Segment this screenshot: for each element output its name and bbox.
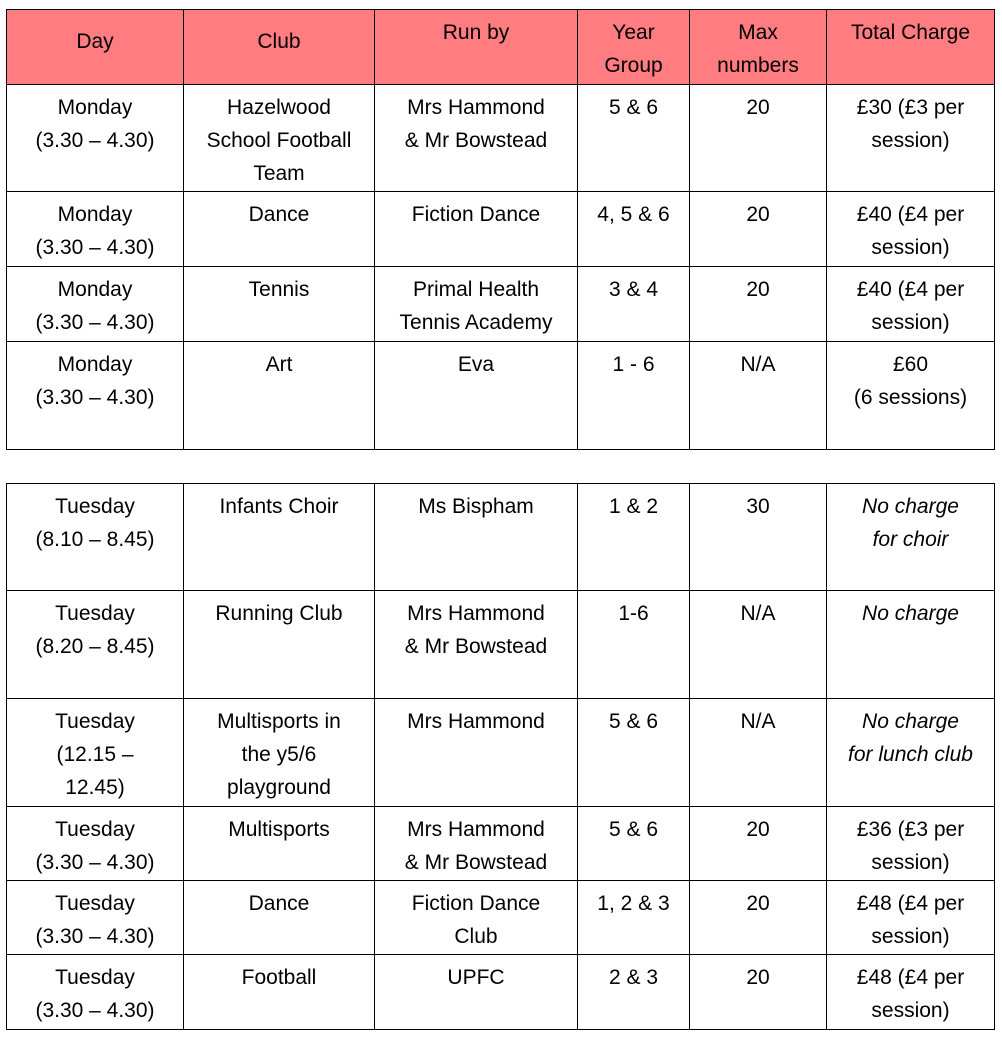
- cell-club: Tennis: [184, 267, 375, 342]
- table-row: [7, 267, 995, 342]
- cell-run-by: Eva: [375, 342, 578, 450]
- cell-club: Multisports: [184, 807, 375, 881]
- cell-max-numbers: 20: [690, 85, 827, 192]
- header-row: [7, 10, 995, 85]
- cell-run-by: Fiction Dance Club: [375, 881, 578, 955]
- header-club: Club: [184, 10, 375, 85]
- cell-run-by: Primal Health Tennis Academy: [375, 267, 578, 342]
- cell-day: Tuesday (8.10 – 8.45): [7, 484, 184, 591]
- cell-club: Dance: [184, 192, 375, 267]
- cell-total-charge: £36 (£3 per session): [827, 807, 995, 881]
- cell-day: Tuesday (3.30 – 4.30): [7, 881, 184, 955]
- header-max-numbers: Max numbers: [690, 10, 827, 85]
- header-day: Day: [7, 10, 184, 85]
- cell-year-group: 1 - 6: [578, 342, 690, 450]
- cell-day: Monday (3.30 – 4.30): [7, 342, 184, 450]
- table-row: [7, 955, 995, 1030]
- cell-day: Monday (3.30 – 4.30): [7, 192, 184, 267]
- cell-year-group: 2 & 3: [578, 955, 690, 1030]
- table-row: [7, 85, 995, 192]
- cell-year-group: 5 & 6: [578, 807, 690, 881]
- cell-total-charge: £48 (£4 per session): [827, 881, 995, 955]
- cell-max-numbers: N/A: [690, 342, 827, 450]
- table-row: [7, 484, 995, 591]
- table-row: [7, 591, 995, 699]
- cell-year-group: 5 & 6: [578, 85, 690, 192]
- cell-total-charge: £40 (£4 per session): [827, 192, 995, 267]
- cell-day: Tuesday (8.20 – 8.45): [7, 591, 184, 699]
- table-row: [7, 699, 995, 807]
- cell-max-numbers: N/A: [690, 699, 827, 807]
- table-row: [7, 192, 995, 267]
- header-run-by: Run by: [375, 10, 578, 85]
- cell-day: Tuesday (3.30 – 4.30): [7, 807, 184, 881]
- cell-max-numbers: 20: [690, 192, 827, 267]
- cell-year-group: 1, 2 & 3: [578, 881, 690, 955]
- cell-run-by: Mrs Hammond: [375, 699, 578, 807]
- cell-max-numbers: 20: [690, 267, 827, 342]
- cell-run-by: Fiction Dance: [375, 192, 578, 267]
- cell-club: Infants Choir: [184, 484, 375, 591]
- cell-year-group: 4, 5 & 6: [578, 192, 690, 267]
- table-row: [7, 881, 995, 955]
- cell-day: Tuesday (12.15 – 12.45): [7, 699, 184, 807]
- cell-year-group: 1 & 2: [578, 484, 690, 591]
- cell-year-group: 3 & 4: [578, 267, 690, 342]
- cell-run-by: Ms Bispham: [375, 484, 578, 591]
- cell-club: Art: [184, 342, 375, 450]
- cell-total-charge: £60 (6 sessions): [827, 342, 995, 450]
- cell-day: Tuesday (3.30 – 4.30): [7, 955, 184, 1030]
- cell-max-numbers: 30: [690, 484, 827, 591]
- cell-max-numbers: 20: [690, 807, 827, 881]
- cell-club: Multisports in the y5/6 playground: [184, 699, 375, 807]
- cell-total-charge: £48 (£4 per session): [827, 955, 995, 1030]
- cell-total-charge: No charge for choir: [827, 484, 995, 591]
- monday-clubs-table: [6, 9, 995, 450]
- cell-max-numbers: N/A: [690, 591, 827, 699]
- cell-day: Monday (3.30 – 4.30): [7, 85, 184, 192]
- cell-run-by: Mrs Hammond & Mr Bowstead: [375, 591, 578, 699]
- cell-day: Monday (3.30 – 4.30): [7, 267, 184, 342]
- cell-run-by: UPFC: [375, 955, 578, 1030]
- cell-club: Running Club: [184, 591, 375, 699]
- cell-total-charge: No charge: [827, 591, 995, 699]
- cell-club: Hazelwood School Football Team: [184, 85, 375, 192]
- cell-run-by: Mrs Hammond & Mr Bowstead: [375, 807, 578, 881]
- header-total-charge: Total Charge: [827, 10, 995, 85]
- cell-club: Dance: [184, 881, 375, 955]
- table-row: [7, 807, 995, 881]
- cell-max-numbers: 20: [690, 955, 827, 1030]
- cell-total-charge: No charge for lunch club: [827, 699, 995, 807]
- tuesday-clubs-table: [6, 483, 995, 1030]
- header-year-group: Year Group: [578, 10, 690, 85]
- cell-year-group: 5 & 6: [578, 699, 690, 807]
- cell-year-group: 1-6: [578, 591, 690, 699]
- cell-total-charge: £30 (£3 per session): [827, 85, 995, 192]
- cell-total-charge: £40 (£4 per session): [827, 267, 995, 342]
- cell-run-by: Mrs Hammond & Mr Bowstead: [375, 85, 578, 192]
- table-row: [7, 342, 995, 450]
- cell-max-numbers: 20: [690, 881, 827, 955]
- cell-club: Football: [184, 955, 375, 1030]
